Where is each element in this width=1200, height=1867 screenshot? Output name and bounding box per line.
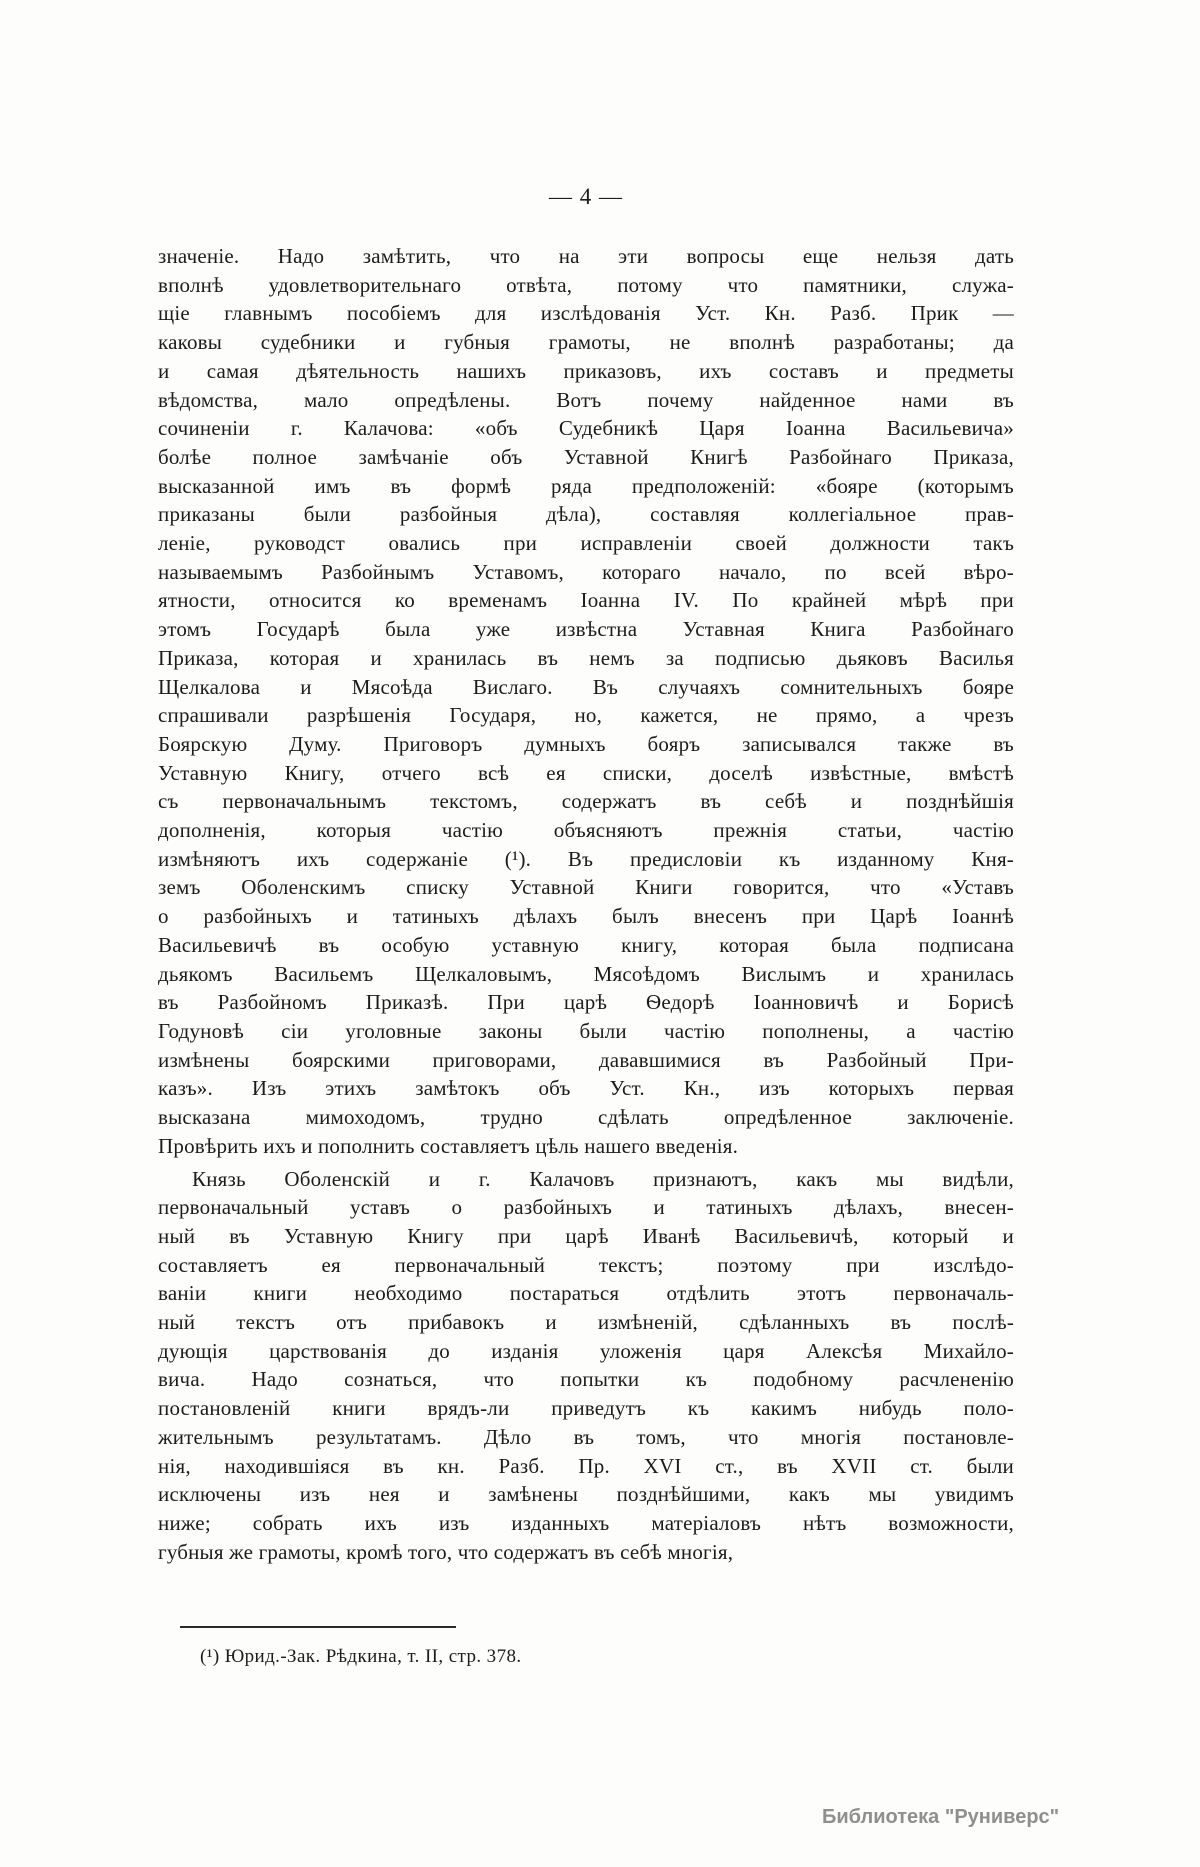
text-line: Годуновѣ сіи уголовные законы были частію пополнены, а частію — [158, 1018, 1014, 1043]
text-line: щіе главнымъ пособіемъ для изслѣдованія Уст. Кн. Разб. Прик — — [158, 301, 1014, 326]
text-line: дьякомъ Васильемъ Щелкаловымъ, Мясоѣдомъ Вислымъ и хранилась — [158, 961, 1014, 986]
text-line: приказаны были разбойныя дѣла), составляя коллегіальное прав- — [158, 502, 1014, 527]
text-line: ниже; собрать ихъ изъ изданныхъ матеріаловъ нѣтъ возможности, — [158, 1510, 1014, 1535]
text-line: исключены изъ нея и замѣнены позднѣйшими, какъ мы увидимъ — [158, 1482, 1014, 1507]
text-line: вича. Надо сознаться, что попытки къ подобному расчлененію — [158, 1367, 1014, 1392]
text-line: вѣдомства, мало опредѣлены. Вотъ почему найденное нами въ — [158, 387, 1014, 412]
text-line: измѣняютъ ихъ содержаніе (¹). Въ предисловіи къ изданному Кня- — [158, 846, 1014, 871]
text-line: значеніе. Надо замѣтить, что на эти вопросы еще нельзя дать — [158, 244, 1014, 268]
text-line: Князь Оболенскій и г. Калачовъ признаютъ, какъ мы видѣли, — [192, 1166, 1014, 1191]
text-line: жительнымъ результатамъ. Дѣло въ томъ, что многія постановле- — [158, 1424, 1014, 1449]
text-line: Приказа, которая и хранилась въ немъ за подписью дьяковъ Василья — [158, 645, 1014, 670]
paragraph-2 — [158, 1165, 1014, 1567]
text-line: въ Разбойномъ Приказѣ. При царѣ Ѳедорѣ Іоанновичѣ и Борисѣ — [158, 990, 1014, 1015]
text-line: вполнѣ удовлетворительнаго отвѣта, потому что памятники, служа- — [158, 272, 1014, 297]
text-line: ный въ Уставную Книгу при царѣ Иванѣ Васильевичѣ, который и — [158, 1223, 1014, 1248]
text-line: сочиненіи г. Калачова: «объ Судебникѣ Царя Іоанна Васильевича» — [158, 416, 1014, 441]
text-line: этомъ Государѣ была уже извѣстна Уставная Книга Разбойнаго — [158, 617, 1014, 642]
text-line: дополненія, которыя частію объясняютъ прежнія статьи, частію — [158, 818, 1014, 843]
text-line: дующія царствованія до изданія уложенія царя Алексѣя Михайло- — [158, 1338, 1014, 1363]
footnote: (¹) Юрид.-Зак. Рѣдкина, т. II, стр. 378. — [200, 1646, 522, 1667]
text-line: спрашивали разрѣшенія Государя, но, кажется, не прямо, а чрезъ — [158, 703, 1014, 728]
text-line: Васильевичѣ въ особую уставную книгу, которая была подписана — [158, 932, 1014, 957]
text-line: Боярскую Думу. Приговоръ думныхъ бояръ записывался также въ — [158, 731, 1014, 756]
text-line: каковы судебники и губныя грамоты, не вполнѣ разработаны; да — [158, 330, 1014, 355]
text-line: называемымъ Разбойнымъ Уставомъ, котораго начало, по всей вѣро- — [158, 559, 1014, 584]
text-line: измѣнены боярскими приговорами, дававшимися въ Разбойный При- — [158, 1047, 1014, 1072]
text-line: нія, находившіяся въ кн. Разб. Пр. XVI ст., въ XVII ст. были — [158, 1453, 1014, 1478]
text-line: земъ Оболенскимъ списку Уставной Книги говорится, что «Уставъ — [158, 875, 1014, 900]
footnote-divider — [180, 1626, 456, 1628]
text-line: постановленій книги врядъ-ли приведутъ къ какимъ нибудь поло- — [158, 1396, 1014, 1421]
page-number: — 4 — — [549, 184, 623, 209]
text-line: о разбойныхъ и татиныхъ дѣлахъ былъ внесенъ при Царѣ Іоаннѣ — [158, 904, 1014, 929]
text-line: ваніи книги необходимо постараться отдѣлить этотъ первоначаль- — [158, 1281, 1014, 1306]
text-line: казъ». Изъ этихъ замѣтокъ объ Уст. Кн., изъ которыхъ первая — [158, 1076, 1014, 1101]
text-line: составляетъ ея первоначальный текстъ; поэтому при изслѣдо- — [158, 1252, 1014, 1277]
text-line: высказанной имъ въ формѣ ряда предположеній: «бояре (которымъ — [158, 473, 1014, 498]
body-text — [158, 242, 1014, 1566]
text-line: Уставную Книгу, отчего всѣ ея списки, доселѣ извѣстные, вмѣстѣ — [158, 760, 1014, 785]
text-line: и самая дѣятельность нашихъ приказовъ, ихъ составъ и предметы — [158, 358, 1014, 383]
text-line: первоначальный уставъ о разбойныхъ и татиныхъ дѣлахъ, внесен- — [158, 1195, 1014, 1220]
text-line: Щелкалова и Мясоѣда Вислаго. Въ случаяхъ сомнительныхъ бояре — [158, 674, 1014, 699]
text-line: болѣе полное замѣчаніе объ Уставной Книгѣ Разбойнаго Приказа, — [158, 444, 1014, 469]
text-line: леніе, руководст овались при исправленіи своей должности такъ — [158, 531, 1014, 556]
paragraph-1 — [158, 242, 1014, 1161]
text-line: ятности, относится ко временамъ Іоанна IV. По крайней мѣрѣ при — [158, 588, 1014, 613]
text-line: съ первоначальнымъ текстомъ, содержатъ въ себѣ и позднѣйшія — [158, 789, 1014, 814]
library-watermark: Библиотека "Руниверс" — [822, 1806, 1060, 1828]
text-line: ный текстъ отъ прибавокъ и измѣненій, сдѣланныхъ въ послѣ- — [158, 1310, 1014, 1335]
text-line: губныя же грамоты, кромѣ того, что содержатъ въ себѣ многія, — [158, 1539, 734, 1564]
text-line: высказана мимоходомъ, трудно сдѣлать опредѣленное заключеніе. — [158, 1105, 1014, 1130]
text-line: Провѣрить ихъ и пополнить составляетъ цѣль нашего введенія. — [158, 1133, 739, 1158]
